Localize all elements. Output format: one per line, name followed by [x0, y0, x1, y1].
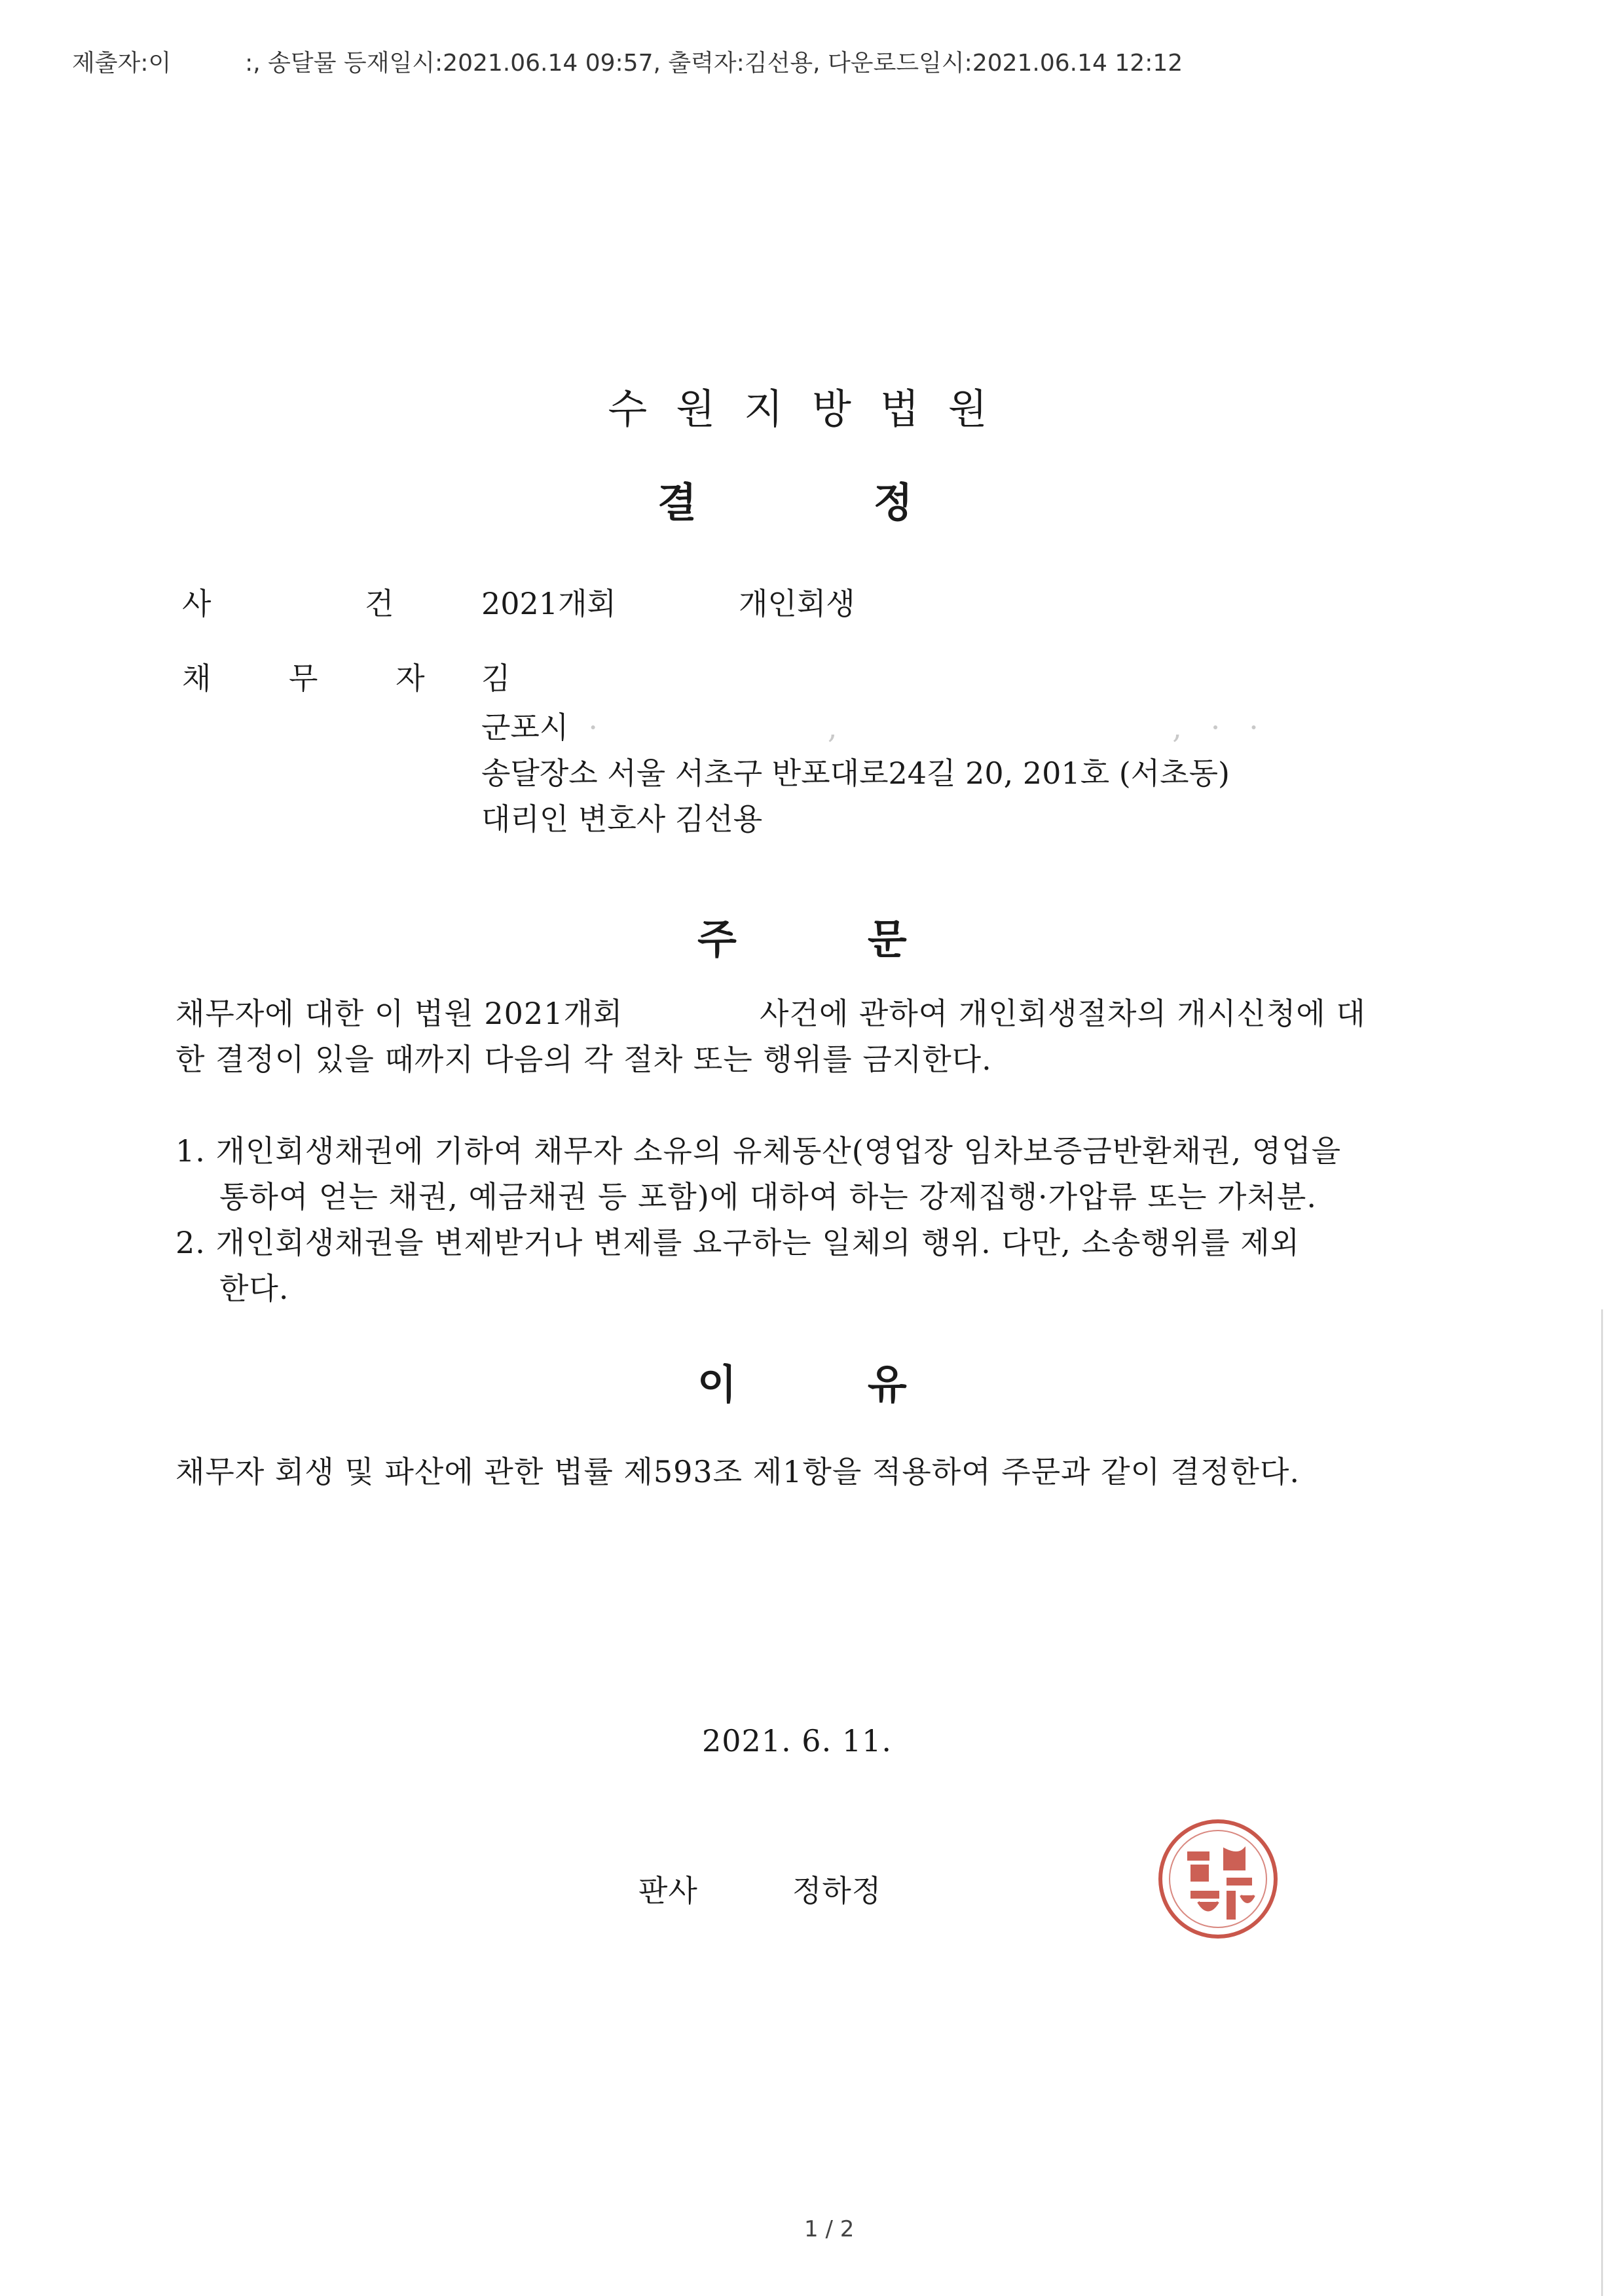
order-item-1-line1: 1. 개인회생채권에 기하여 채무자 소유의 유체동산(영업장 임차보증금반환채권, 영업을	[175, 1133, 1342, 1169]
title-part-2: 정	[873, 479, 913, 526]
reason-heading: 이 유	[697, 1360, 907, 1408]
delivery-info: :, 송달물 등재일시:2021.06.14 09:57, 출력자:김선용, 다운로드일시:2021.06.14 12:12	[245, 50, 1183, 77]
download-header	[72, 45, 1183, 78]
judge-name: 정하정	[792, 1873, 882, 1908]
case-number: 2021개회	[481, 586, 616, 621]
order-item-1-line2: 통하여 얻는 채권, 예금채권 등 포함)에 대하여 하는 강제집행·가압류 또는 가처분.	[219, 1179, 1317, 1214]
order-intro-line1b: 사건에 관하여 개인회생절차의 개시신청에 대	[760, 996, 1366, 1031]
case-type: 개인회생	[739, 586, 855, 621]
order-heading: 주 문	[697, 915, 907, 963]
order-item-2-line2: 한다.	[219, 1271, 289, 1306]
debtor-agent: 대리인 변호사 김선용	[481, 801, 763, 837]
case-label: 사 건	[182, 586, 466, 621]
page-number: 1 / 2	[804, 2216, 855, 2242]
debtor-address: 군포시 · , , · ·	[481, 710, 1259, 745]
submitter-label: 제출자:이	[72, 50, 172, 77]
title-part-1: 결	[657, 479, 697, 526]
order-item-2-line1: 2. 개인회생채권을 변제받거나 변제를 요구하는 일체의 행위. 다만, 소송행위를 제외	[175, 1225, 1301, 1260]
decision-date: 2021. 6. 11.	[702, 1723, 892, 1758]
reason-text: 채무자 회생 및 파산에 관한 법률 제593조 제1항을 적용하여 주문과 같이 결정한다.	[175, 1454, 1301, 1489]
debtor-name: 김	[481, 661, 511, 696]
judge-seal-stamp	[1153, 1813, 1283, 1944]
delivery-place: 송달장소 서울 서초구 반포대로24길 20, 201호 (서초동)	[481, 756, 1230, 791]
document-title	[657, 470, 913, 528]
order-intro-line2: 한 결정이 있을 때까지 다음의 각 절차 또는 행위를 금지한다.	[175, 1042, 992, 1077]
court-name: 수원지방법원	[608, 385, 1016, 433]
redacted-address: · , , · ·	[588, 710, 1259, 745]
order-intro-line1a: 채무자에 대한 이 법원 2021개회	[175, 996, 623, 1031]
judge-title: 판사	[638, 1873, 698, 1908]
scan-edge-line	[1601, 1309, 1603, 2296]
debtor-label: 채 무 자	[182, 661, 459, 696]
